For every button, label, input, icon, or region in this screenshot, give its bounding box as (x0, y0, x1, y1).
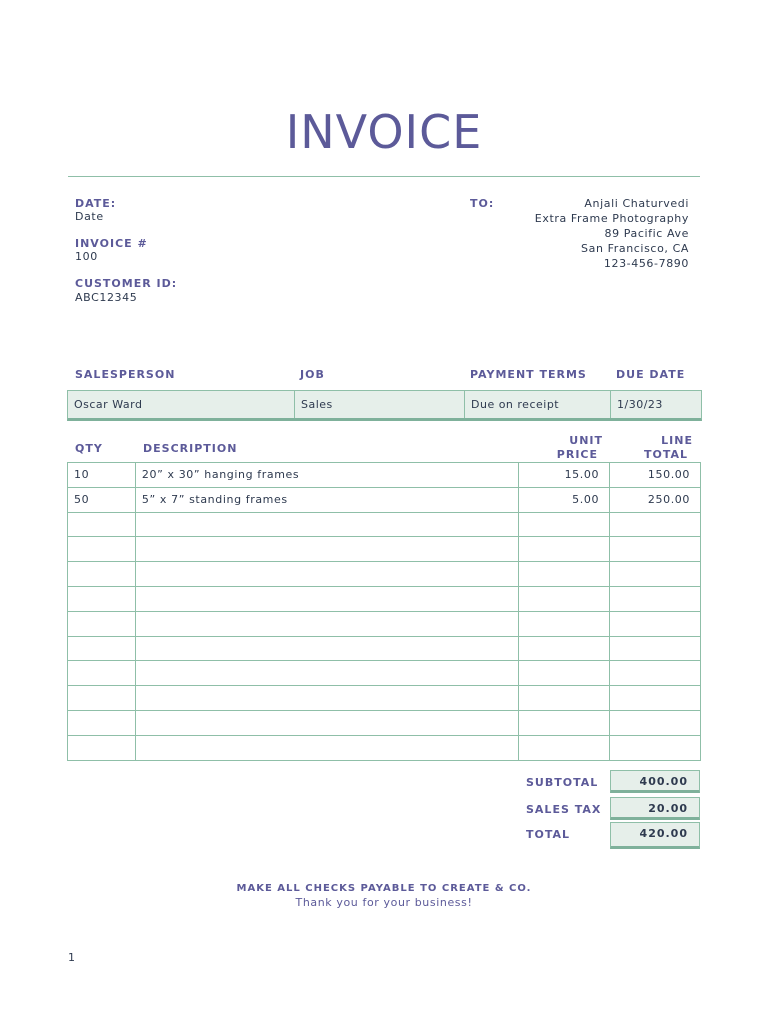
items-table (67, 462, 701, 761)
page-number: 1 (68, 951, 75, 964)
qty-cell: 10 (68, 463, 136, 488)
qty-header: QTY (75, 442, 103, 455)
customer-id-label: CUSTOMER ID: (75, 277, 178, 290)
description-cell (135, 586, 518, 611)
checks-payable-note: MAKE ALL CHECKS PAYABLE TO CREATE & CO. (236, 883, 532, 894)
table-row (68, 710, 701, 735)
qty-cell: 50 (68, 487, 136, 512)
to-label: TO: (470, 197, 495, 210)
description-header: DESCRIPTION (143, 442, 238, 455)
date-value: Date (75, 210, 104, 223)
invoice-number-value: 100 (75, 250, 98, 263)
description-cell (135, 562, 518, 587)
thank-you-note: Thank you for your business! (295, 896, 473, 909)
table-row (68, 586, 701, 611)
description-cell: 20” x 30” hanging frames (135, 463, 518, 488)
line-total-cell: 250.00 (610, 487, 701, 512)
line-total-cell (610, 636, 701, 661)
qty-cell (68, 512, 136, 537)
line-total-cell (610, 586, 701, 611)
table-row (68, 661, 701, 686)
line-total-header-line1: LINE (661, 434, 693, 447)
line-total-cell (610, 512, 701, 537)
unit-price-header-line1: UNIT (569, 434, 603, 447)
qty-cell (68, 686, 136, 711)
unit-price-cell (519, 586, 610, 611)
invoice-number-label: INVOICE # (75, 237, 148, 250)
title-divider (68, 176, 700, 177)
unit-price-cell (519, 661, 610, 686)
table-row (68, 512, 701, 537)
description-cell (135, 537, 518, 562)
line-total-cell (610, 537, 701, 562)
invoice-title: INVOICE (285, 105, 483, 159)
qty-cell (68, 562, 136, 587)
subtotal-value: 400.00 (610, 770, 700, 793)
salesperson-header: SALESPERSON (75, 368, 176, 381)
line-total-cell: 150.00 (610, 463, 701, 488)
description-cell (135, 512, 518, 537)
customer-id-value: ABC12345 (75, 291, 138, 304)
recipient-phone: 123-456-7890 (603, 257, 689, 270)
due-date-value: 1/30/23 (617, 398, 663, 411)
due-date-header: DUE DATE (616, 368, 686, 381)
description-cell (135, 710, 518, 735)
date-label: DATE: (75, 197, 117, 210)
table-row (68, 463, 701, 488)
qty-cell (68, 537, 136, 562)
sales-row (67, 390, 702, 421)
job-header: JOB (300, 368, 325, 381)
description-cell (135, 735, 518, 760)
subtotal-label: SUBTOTAL (526, 776, 599, 789)
total-value: 420.00 (610, 822, 700, 849)
line-total-cell (610, 686, 701, 711)
recipient-street: 89 Pacific Ave (604, 227, 689, 240)
job-value: Sales (295, 391, 465, 418)
table-row (68, 487, 701, 512)
recipient-address (535, 196, 689, 271)
unit-price-cell (519, 512, 610, 537)
unit-price-cell (519, 686, 610, 711)
description-cell (135, 686, 518, 711)
payment-terms-value: Due on receipt (465, 391, 611, 418)
description-cell (135, 661, 518, 686)
unit-price-cell (519, 735, 610, 760)
unit-price-cell (519, 710, 610, 735)
qty-cell (68, 611, 136, 636)
table-row (68, 537, 701, 562)
unit-price-cell (519, 611, 610, 636)
salesperson-value: Oscar Ward (68, 391, 295, 418)
recipient-city: San Francisco, CA (581, 242, 689, 255)
unit-price-header-line2: PRICE (556, 448, 598, 461)
sales-tax-value: 20.00 (610, 797, 700, 820)
qty-cell (68, 735, 136, 760)
table-row (68, 686, 701, 711)
qty-cell (68, 710, 136, 735)
line-total-cell (610, 611, 701, 636)
line-total-cell (610, 562, 701, 587)
table-row (68, 636, 701, 661)
line-total-header-line2: TOTAL (643, 448, 688, 461)
line-total-cell (610, 661, 701, 686)
qty-cell (68, 586, 136, 611)
line-total-cell (610, 710, 701, 735)
table-row (68, 562, 701, 587)
description-cell (135, 611, 518, 636)
qty-cell (68, 636, 136, 661)
payment-terms-header: PAYMENT TERMS (470, 368, 587, 381)
sales-tax-label: SALES TAX (526, 803, 602, 816)
table-row (68, 611, 701, 636)
unit-price-cell (519, 537, 610, 562)
recipient-name: Anjali Chaturvedi (584, 197, 689, 210)
table-row (68, 735, 701, 760)
unit-price-cell (519, 636, 610, 661)
recipient-company: Extra Frame Photography (534, 212, 689, 225)
total-label: TOTAL (526, 828, 571, 841)
description-cell (135, 636, 518, 661)
line-total-cell (610, 735, 701, 760)
unit-price-cell: 5.00 (519, 487, 610, 512)
unit-price-cell (519, 562, 610, 587)
unit-price-cell: 15.00 (519, 463, 610, 488)
qty-cell (68, 661, 136, 686)
description-cell: 5” x 7” standing frames (135, 487, 518, 512)
